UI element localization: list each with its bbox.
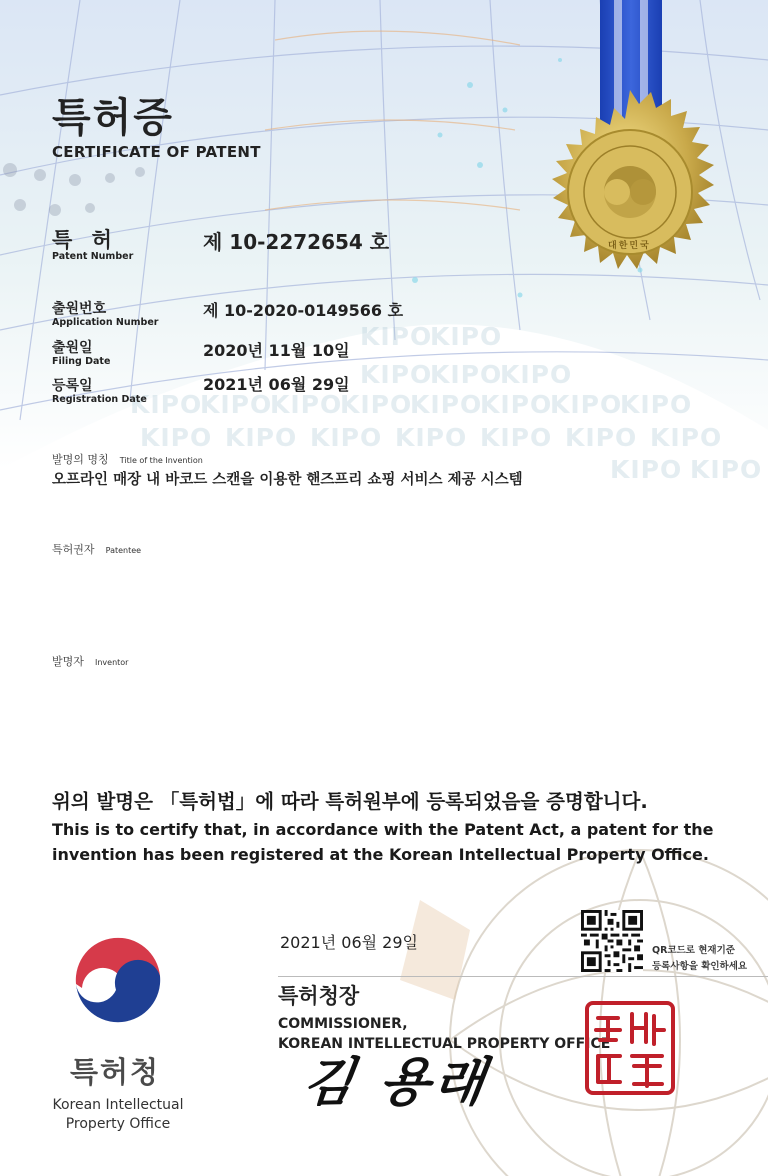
patent-number-label: 특 허 <box>52 228 118 252</box>
registration-date-label-en: Registration Date <box>52 394 147 405</box>
invention-label-row <box>52 448 203 467</box>
watermark-text: KIPO <box>395 423 468 452</box>
patentee-label: 특허권자 <box>52 543 95 556</box>
patentee-label-en: Patentee <box>105 546 142 555</box>
application-number-value: 제 10-2020-0149566 호 <box>203 301 404 320</box>
certification-statement-en-line2: invention has been registered at the Korean Intellectual Property Office. <box>52 845 709 864</box>
watermark-text: KIPO <box>360 322 433 351</box>
certificate-title: 특허증 <box>52 95 174 141</box>
invention-title: 오프라인 매장 내 바코드 스캔을 이용한 핸즈프리 쇼핑 서비스 제공 시스템 <box>52 472 523 488</box>
registration-date-value: 2021년 06월 29일 <box>203 375 350 394</box>
inventor-label: 발명자 <box>52 655 84 668</box>
divider <box>278 976 768 977</box>
inventor-label-row <box>52 650 128 669</box>
certification-statement-ko: 위의 발명은 「특허법」에 따라 특허원부에 등록되었음을 증명합니다. <box>52 790 648 813</box>
filing-date-value: 2020년 11월 10일 <box>203 341 350 360</box>
watermark-text: KIPO <box>500 360 573 389</box>
filing-date-label: 출원일 <box>52 340 93 356</box>
watermark-text: KIPO <box>200 390 273 419</box>
patentee-label-row <box>52 538 141 557</box>
commissioner-signature: 김 용래 <box>299 1052 493 1113</box>
watermark-text: KIPO <box>310 423 383 452</box>
filing-date-label-en: Filing Date <box>52 356 111 367</box>
signatory-title-ko: 특허청장 <box>278 984 360 1008</box>
gold-seal-inscription: 대한민국 <box>608 241 651 251</box>
qr-code[interactable] <box>581 910 643 972</box>
patent-number-label-en: Patent Number <box>52 251 134 262</box>
watermark-text: KIPO <box>480 423 553 452</box>
invention-label: 발명의 명칭 <box>52 453 109 466</box>
certificate-subtitle: CERTIFICATE OF PATENT <box>52 143 261 161</box>
watermark-text: KIPO <box>650 423 723 452</box>
registration-date-label: 등록일 <box>52 378 93 394</box>
application-number-label-en: Application Number <box>52 317 159 328</box>
watermark-text: KIPO <box>410 390 483 419</box>
watermark-text: KIPO <box>430 360 503 389</box>
office-name-en-line1: Korean Intellectual <box>52 1097 184 1113</box>
qr-instruction-line2: 등록사항을 확인하세요 <box>652 961 748 972</box>
watermark-text: KIPO <box>620 390 693 419</box>
watermark-text: KIPO <box>270 390 343 419</box>
watermark-text: KIPO <box>480 390 553 419</box>
invention-label-en: Title of the Invention <box>119 456 203 465</box>
office-name-ko: 특허청 <box>70 1055 161 1089</box>
watermark-text: KIPO <box>565 423 638 452</box>
watermark-text: KIPO <box>225 423 298 452</box>
official-stamp <box>584 1000 676 1096</box>
watermark-text: KIPO <box>140 423 213 452</box>
watermark-text: KIPO <box>130 390 203 419</box>
issue-date: 2021년 06월 29일 <box>280 933 418 952</box>
signatory-title-en-line1: COMMISSIONER, <box>278 1016 408 1032</box>
inventor-label-en: Inventor <box>94 658 129 667</box>
watermark-text: KIPO <box>550 390 623 419</box>
certification-statement-en-line1: This is to certify that, in accordance with the Patent Act, a patent for the <box>52 820 714 839</box>
watermark-text: KIPO <box>610 455 683 484</box>
watermark-text: KIPO <box>690 455 763 484</box>
kipo-logo-icon <box>68 932 168 1032</box>
qr-instruction-line1: QR코드로 현재기준 <box>652 945 735 956</box>
watermark-text: KIPO <box>340 390 413 419</box>
patent-number-value: 제 10-2272654 호 <box>203 230 390 254</box>
signatory-title-en-line2: KOREAN INTELLECTUAL PROPERTY OFFICE <box>278 1036 611 1052</box>
watermark-text: KIPO <box>360 360 433 389</box>
application-number-label: 출원번호 <box>52 301 107 317</box>
office-name-en-line2: Property Office <box>65 1116 171 1132</box>
watermark-text: KIPO <box>430 322 503 351</box>
